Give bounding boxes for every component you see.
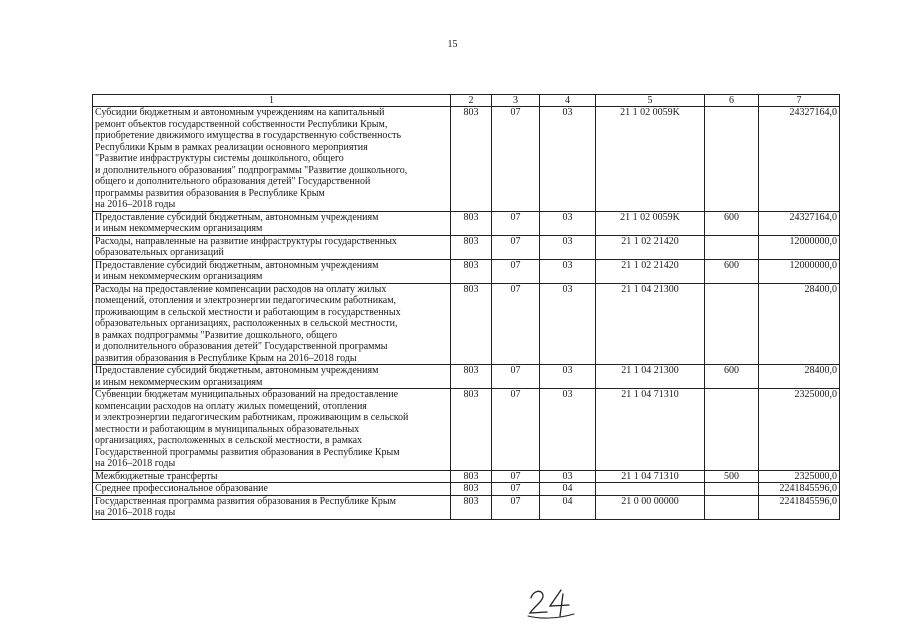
amount: 2325000,0 xyxy=(759,470,840,483)
page-number: 15 xyxy=(447,39,458,50)
code-ministry: 803 xyxy=(451,259,492,283)
row-description xyxy=(93,259,451,283)
table-row xyxy=(93,470,840,483)
description-line: образовательных организациях, расположенных в сельской местности, xyxy=(95,318,398,329)
description-line: и электроэнергии педагогическим работникам, проживающим в сельской xyxy=(95,412,409,423)
header-col-7: 7 xyxy=(759,95,840,107)
description-line: развития образования в Республике Крым на 2016–2018 годы xyxy=(95,352,357,364)
header-col-4: 4 xyxy=(540,95,596,107)
header-col-3: 3 xyxy=(492,95,540,107)
code-ministry: 803 xyxy=(451,107,492,212)
code-subsection: 03 xyxy=(540,235,596,259)
description-line: "Развитие инфраструктуры системы дошкольного, общего xyxy=(95,153,344,164)
code-ministry: 803 xyxy=(451,495,492,519)
code-section: 07 xyxy=(492,495,540,519)
description-line: Предоставление субсидий бюджетным, автономным учреждениям xyxy=(95,259,379,271)
description-line: на 2016–2018 годы xyxy=(95,507,176,518)
description-line: и иным некоммерческим организациям xyxy=(95,376,263,388)
description-line: ремонт объектов государственной собственности Республики Крым, xyxy=(95,118,388,130)
description-line: приобретение движимого имущества в государственную собственность xyxy=(95,130,402,141)
code-target: 21 0 00 00000 xyxy=(596,495,705,519)
code-target: 21 1 04 71310 xyxy=(596,470,705,483)
table-row xyxy=(93,107,840,212)
code-kind xyxy=(705,283,759,365)
description-line: местности и работающим в муниципальных образовательных xyxy=(95,423,360,435)
description-line: компенсации расходов на оплату жилых помещений, отопления xyxy=(95,400,367,412)
description-line: помещений, отопления и электроэнергии педагогическим работникам, xyxy=(95,295,397,306)
description-line: Субсидии бюджетным и автономным учреждениям на капитальный xyxy=(95,107,385,118)
code-section: 07 xyxy=(492,235,540,259)
amount: 24327164,0 xyxy=(759,107,840,212)
code-target: 21 1 02 0059K xyxy=(596,211,705,235)
handwritten-signature xyxy=(527,586,577,620)
code-target: 21 1 04 21300 xyxy=(596,365,705,389)
description-line: и иным некоммерческим организациям xyxy=(95,271,263,282)
code-subsection: 04 xyxy=(540,483,596,496)
code-subsection: 04 xyxy=(540,495,596,519)
description-line: Расходы на предоставление компенсации расходов на оплату жилых xyxy=(95,283,387,295)
amount: 2241845596,0 xyxy=(759,483,840,496)
row-description xyxy=(93,365,451,389)
description-line: программы развития образования в Республике Крым xyxy=(95,187,325,199)
budget-table xyxy=(92,94,840,520)
code-target xyxy=(596,483,705,496)
row-description xyxy=(93,389,451,471)
description-line: Субвенции бюджетам муниципальных образований на предоставление xyxy=(95,389,399,400)
description-line: Среднее профессиональное образование xyxy=(95,483,268,494)
description-line: организациях, расположенных в сельской местности, в рамках xyxy=(95,435,363,446)
code-target: 21 1 04 21300 xyxy=(596,283,705,365)
code-kind: 600 xyxy=(705,211,759,235)
row-description xyxy=(93,495,451,519)
code-section: 07 xyxy=(492,470,540,483)
row-description xyxy=(93,107,451,212)
amount: 12000000,0 xyxy=(759,259,840,283)
code-kind xyxy=(705,107,759,212)
table-body xyxy=(93,107,840,520)
code-ministry: 803 xyxy=(451,470,492,483)
table-row xyxy=(93,283,840,365)
description-line: и иным некоммерческим организациям xyxy=(95,223,263,234)
code-ministry: 803 xyxy=(451,283,492,365)
table-row xyxy=(93,211,840,235)
table-row xyxy=(93,495,840,519)
code-subsection: 03 xyxy=(540,365,596,389)
code-section: 07 xyxy=(492,107,540,212)
code-ministry: 803 xyxy=(451,235,492,259)
row-description xyxy=(93,483,451,496)
amount: 24327164,0 xyxy=(759,211,840,235)
table-row xyxy=(93,259,840,283)
code-subsection: 03 xyxy=(540,283,596,365)
description-line: Предоставление субсидий бюджетным, автономным учреждениям xyxy=(95,365,379,376)
code-section: 07 xyxy=(492,259,540,283)
description-line: в рамках подпрограммы "Развитие дошкольного, общего xyxy=(95,329,338,341)
description-line: Межбюджетные трансферты xyxy=(95,470,218,482)
code-subsection: 03 xyxy=(540,107,596,212)
table-header-row xyxy=(93,95,840,107)
code-kind xyxy=(705,235,759,259)
code-ministry: 803 xyxy=(451,365,492,389)
description-line: проживающим в сельской местности и работающим в государственных xyxy=(95,306,401,318)
code-ministry: 803 xyxy=(451,389,492,471)
code-target: 21 1 02 21420 xyxy=(596,235,705,259)
code-subsection: 03 xyxy=(540,259,596,283)
table-row xyxy=(93,389,840,471)
description-line: Республики Крым в рамках реализации основного мероприятия xyxy=(95,141,368,153)
code-section: 07 xyxy=(492,283,540,365)
code-subsection: 03 xyxy=(540,470,596,483)
row-description xyxy=(93,235,451,259)
description-line: Предоставление субсидий бюджетным, автономным учреждениям xyxy=(95,211,379,223)
description-line: Государственной программы развития образования в Республике Крым xyxy=(95,446,400,458)
row-description xyxy=(93,211,451,235)
code-kind xyxy=(705,483,759,496)
description-line: на 2016–2018 годы xyxy=(95,199,176,210)
header-col-2: 2 xyxy=(451,95,492,107)
code-section: 07 xyxy=(492,211,540,235)
header-col-6: 6 xyxy=(705,95,759,107)
table-row xyxy=(93,235,840,259)
code-kind: 600 xyxy=(705,365,759,389)
code-kind: 500 xyxy=(705,470,759,483)
code-target: 21 1 04 71310 xyxy=(596,389,705,471)
amount: 12000000,0 xyxy=(759,235,840,259)
header-col-5: 5 xyxy=(596,95,705,107)
row-description xyxy=(93,283,451,365)
code-subsection: 03 xyxy=(540,211,596,235)
code-kind xyxy=(705,495,759,519)
description-line: на 2016–2018 годы xyxy=(95,458,176,469)
table-row xyxy=(93,483,840,496)
amount: 28400,0 xyxy=(759,365,840,389)
code-subsection: 03 xyxy=(540,389,596,471)
code-section: 07 xyxy=(492,389,540,471)
code-section: 07 xyxy=(492,483,540,496)
amount: 2325000,0 xyxy=(759,389,840,471)
row-description xyxy=(93,470,451,483)
code-kind xyxy=(705,389,759,471)
description-line: Расходы, направленные на развитие инфраструктуры государственных xyxy=(95,235,397,247)
amount: 2241845596,0 xyxy=(759,495,840,519)
code-kind: 600 xyxy=(705,259,759,283)
code-ministry: 803 xyxy=(451,483,492,496)
code-target: 21 1 02 21420 xyxy=(596,259,705,283)
description-line: и дополнительного образования детей" Государственной программы xyxy=(95,341,388,352)
code-section: 07 xyxy=(492,365,540,389)
table-row xyxy=(93,365,840,389)
code-ministry: 803 xyxy=(451,211,492,235)
amount: 28400,0 xyxy=(759,283,840,365)
description-line: и дополнительного образования" подпрограммы "Развитие дошкольного, xyxy=(95,164,408,176)
header-col-1: 1 xyxy=(93,95,451,107)
description-line: Государственная программа развития образования в Республике Крым xyxy=(95,495,396,507)
description-line: общего и дополнительного образования детей" Государственной xyxy=(95,176,371,187)
code-target: 21 1 02 0059K xyxy=(596,107,705,212)
description-line: образовательных организаций xyxy=(95,247,224,258)
